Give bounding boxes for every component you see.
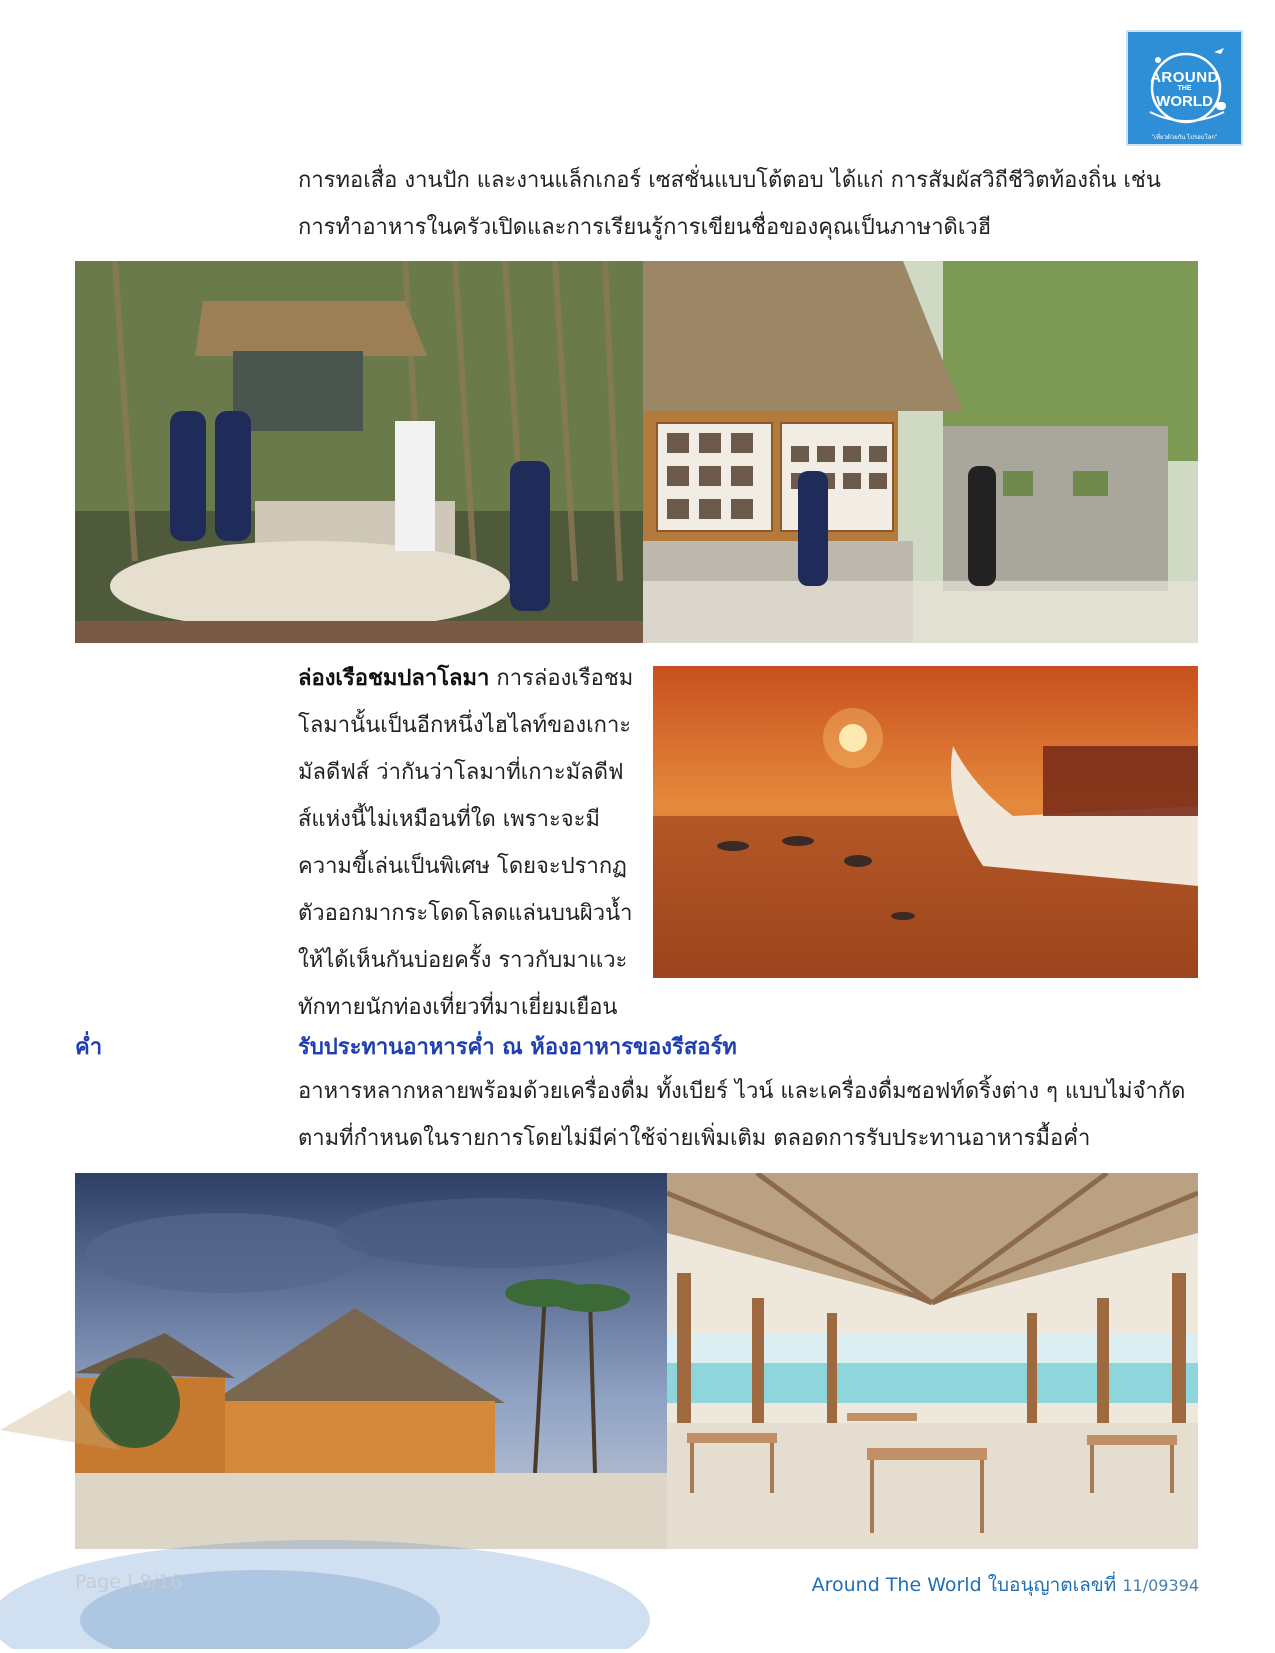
logo-line-3: WORLD bbox=[1156, 93, 1213, 110]
photo-dolphin-cruise bbox=[653, 666, 1198, 978]
dinner-title: รับประทานอาหารค่ำ ณ ห้องอาหารของรีสอร์ท bbox=[298, 1035, 737, 1060]
dinner-paragraph: อาหารหลากหลายพร้อมด้วยเครื่องดื่ม ทั้งเบียร์ ไวน์ และเครื่องดื่มซอฟท์ดริ้งต่าง ๆ แบบไม่จำกัดตามที่กำหนดในรายการโดยไม่มีค่าใช้จ่ายเพิ่มเติม ตลอดการรับประทานอาหารมื้อค่ำ bbox=[298, 1079, 1186, 1151]
company-logo bbox=[1126, 30, 1243, 146]
photo-dhivehi-class bbox=[75, 261, 643, 643]
dolphin-paragraph bbox=[298, 655, 636, 1031]
intro-paragraph: การทอเสื่อ งานปัก และงานแล็กเกอร์ เซสชั่นแบบโต้ตอบ ได้แก่ การสัมผัสวิถีชีวิตท้องถิ่น เช่น การทำอาหารในครัวเปิดและการเรียนรู้การเขียนชื่อของคุณเป็นภาษาดิเวฮี bbox=[298, 168, 1161, 240]
footer-license-label: ใบอนุญาตเลขที่ bbox=[987, 1574, 1117, 1596]
footer-brand: Around The World bbox=[811, 1574, 982, 1596]
dolphin-text: การล่องเรือชมโลมานั้นเป็นอีกหนึ่งไฮไลท์ของเกาะมัลดีฟส์ ว่ากันว่าโลมาที่เกาะมัลดีฟส์แห่งนี้ไม่เหมือนที่ใด เพราะจะมีความขี้เล่นเป็นพิเศษ โดยจะปรากฏตัวออกมากระโดดโลดแล่นบนผิวน้ำให้ได้เห็นกันบ่อยครั้ง ราวกับมาแวะทักทายนักท่องเที่ยวที่มาเยี่ยมเยือน bbox=[298, 666, 634, 1020]
logo-line-2: THE bbox=[1177, 85, 1192, 92]
page-number: Page | 8/16 bbox=[75, 1571, 183, 1593]
footer-license-number: 11/09394 bbox=[1122, 1576, 1199, 1595]
photo-resort-restaurant-interior bbox=[667, 1173, 1198, 1549]
photo-resort-restaurant-exterior bbox=[75, 1173, 667, 1549]
logo-tagline: "เที่ยวด้วยกัน ไปรอบโลก" bbox=[1151, 135, 1218, 141]
photo-heritage-gallery bbox=[643, 261, 1198, 643]
dolphin-title: ล่องเรือชมปลาโลมา bbox=[298, 666, 490, 691]
footer-license bbox=[812, 1570, 1199, 1600]
logo-line-1: AROUND bbox=[1150, 69, 1219, 86]
meal-label: ค่ำ bbox=[75, 1035, 103, 1060]
